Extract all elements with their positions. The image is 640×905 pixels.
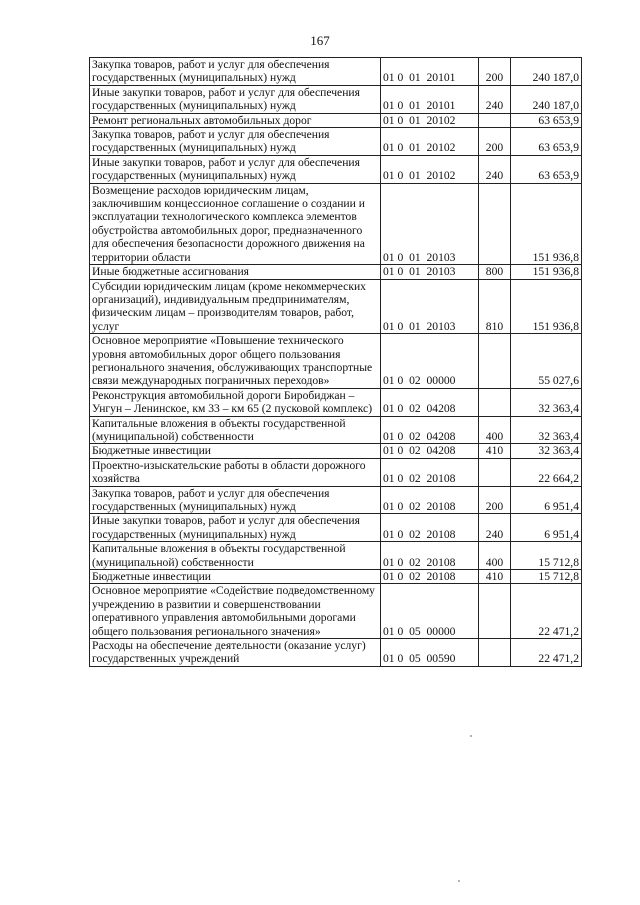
row-expense-type: [479, 334, 511, 389]
row-amount: 151 936,8: [511, 279, 582, 334]
row-code: 01 0 01 20101: [381, 58, 479, 86]
row-code: 01 0 01 20101: [381, 85, 479, 113]
table-row: [90, 279, 582, 334]
row-name: Закупка товаров, работ и услуг для обеспечения государственных (муниципальных) нужд: [90, 58, 381, 86]
row-amount: 22 471,2: [511, 639, 582, 667]
row-code: 01 0 02 04208: [381, 416, 479, 444]
table-row: [90, 334, 582, 389]
row-code: 01 0 05 00590: [381, 639, 479, 667]
row-name: Иные закупки товаров, работ и услуг для обеспечения государственных (муниципальных) нужд: [90, 514, 381, 542]
row-name: Расходы на обеспечение деятельности (оказание услуг) государственных учреждений: [90, 639, 381, 667]
row-name: Бюджетные инвестиции: [90, 570, 381, 584]
row-expense-type: 240: [479, 514, 511, 542]
table-row: [90, 113, 582, 127]
table-row: [90, 183, 582, 264]
row-expense-type: 200: [479, 128, 511, 156]
row-name: Субсидии юридическим лицам (кроме некоммерческих организаций), индивидуальным предпринимателям, физическим лицам – производителям товаров, работ, услуг: [90, 279, 381, 334]
row-amount: 15 712,8: [511, 570, 582, 584]
row-name: Иные бюджетные ассигнования: [90, 265, 381, 279]
row-name: Возмещение расходов юридическим лицам, заключившим концессионное соглашение о создании и эксплуатации технологического комплекса элементов обустройства автомобильных дорог, предназначенного для обеспечения безопасности дорожного движения на территории области: [90, 183, 381, 264]
row-expense-type: 200: [479, 486, 511, 514]
table-row: [90, 155, 582, 183]
row-amount: 15 712,8: [511, 542, 582, 570]
row-name: Бюджетные инвестиции: [90, 444, 381, 458]
row-expense-type: [479, 584, 511, 639]
table-row: [90, 514, 582, 542]
row-amount: 32 363,4: [511, 444, 582, 458]
row-name: Закупка товаров, работ и услуг для обеспечения государственных (муниципальных) нужд: [90, 486, 381, 514]
row-code: 01 0 02 00000: [381, 334, 479, 389]
row-amount: 151 936,8: [511, 183, 582, 264]
row-code: 01 0 01 20103: [381, 265, 479, 279]
row-expense-type: [479, 183, 511, 264]
row-name: Ремонт региональных автомобильных дорог: [90, 113, 381, 127]
row-expense-type: 200: [479, 58, 511, 86]
row-amount: 6 951,4: [511, 486, 582, 514]
table-row: [90, 416, 582, 444]
row-name: Основное мероприятие «Повышение технического уровня автомобильных дорог общего пользования регионального значения, обслуживающих транспортные связи международных пограничных переходов»: [90, 334, 381, 389]
row-code: 01 0 02 04208: [381, 388, 479, 416]
table-row: [90, 444, 582, 458]
row-amount: 6 951,4: [511, 514, 582, 542]
row-amount: 55 027,6: [511, 334, 582, 389]
row-amount: 22 664,2: [511, 458, 582, 486]
row-code: 01 0 01 20102: [381, 113, 479, 127]
row-amount: 240 187,0: [511, 85, 582, 113]
table-row: [90, 542, 582, 570]
row-code: 01 0 02 04208: [381, 444, 479, 458]
table-row: [90, 85, 582, 113]
table-row: [90, 265, 582, 279]
row-expense-type: 410: [479, 570, 511, 584]
table-row: [90, 639, 582, 667]
row-name: Иные закупки товаров, работ и услуг для обеспечения государственных (муниципальных) нужд: [90, 85, 381, 113]
row-name: Капитальные вложения в объекты государственной (муниципальной) собственности: [90, 542, 381, 570]
row-expense-type: 400: [479, 416, 511, 444]
row-amount: 63 653,9: [511, 155, 582, 183]
scan-speck: [470, 735, 472, 737]
row-expense-type: 810: [479, 279, 511, 334]
table-row: [90, 128, 582, 156]
table-row: [90, 388, 582, 416]
row-expense-type: 240: [479, 85, 511, 113]
table-row: [90, 570, 582, 584]
row-expense-type: 800: [479, 265, 511, 279]
row-amount: 32 363,4: [511, 388, 582, 416]
row-name: Иные закупки товаров, работ и услуг для обеспечения государственных (муниципальных) нужд: [90, 155, 381, 183]
row-code: 01 0 02 20108: [381, 570, 479, 584]
row-expense-type: [479, 388, 511, 416]
table-row: [90, 458, 582, 486]
row-expense-type: 240: [479, 155, 511, 183]
row-amount: 63 653,9: [511, 113, 582, 127]
row-name: Капитальные вложения в объекты государственной (муниципальной) собственности: [90, 416, 381, 444]
row-name: Проектно-изыскательские работы в области дорожного хозяйства: [90, 458, 381, 486]
page-number: 167: [310, 33, 330, 48]
row-expense-type: 410: [479, 444, 511, 458]
row-code: 01 0 02 20108: [381, 486, 479, 514]
budget-table-body: [90, 58, 582, 667]
row-expense-type: [479, 458, 511, 486]
row-amount: 22 471,2: [511, 584, 582, 639]
row-name: Реконструкция автомобильной дороги Биробиджан – Унгун – Ленинское, км 33 – км 65 (2 пусковой комплекс): [90, 388, 381, 416]
row-code: 01 0 02 20108: [381, 514, 479, 542]
row-code: 01 0 01 20103: [381, 279, 479, 334]
scan-speck: [458, 880, 460, 882]
row-code: 01 0 02 20108: [381, 542, 479, 570]
table-row: [90, 486, 582, 514]
row-expense-type: [479, 113, 511, 127]
row-code: 01 0 01 20103: [381, 183, 479, 264]
row-code: 01 0 01 20102: [381, 128, 479, 156]
budget-table: [89, 57, 582, 667]
row-amount: 32 363,4: [511, 416, 582, 444]
table-row: [90, 584, 582, 639]
row-amount: 240 187,0: [511, 58, 582, 86]
row-code: 01 0 02 20108: [381, 458, 479, 486]
row-amount: 151 936,8: [511, 265, 582, 279]
row-name: Закупка товаров, работ и услуг для обеспечения государственных (муниципальных) нужд: [90, 128, 381, 156]
row-code: 01 0 01 20102: [381, 155, 479, 183]
table-row: [90, 58, 582, 86]
row-expense-type: [479, 639, 511, 667]
row-code: 01 0 05 00000: [381, 584, 479, 639]
row-expense-type: 400: [479, 542, 511, 570]
row-amount: 63 653,9: [511, 128, 582, 156]
row-name: Основное мероприятие «Содействие подведомственному учреждению в развитии и совершенствовании оперативного управления автомобильными дорогами общего пользования регионального значения»: [90, 584, 381, 639]
